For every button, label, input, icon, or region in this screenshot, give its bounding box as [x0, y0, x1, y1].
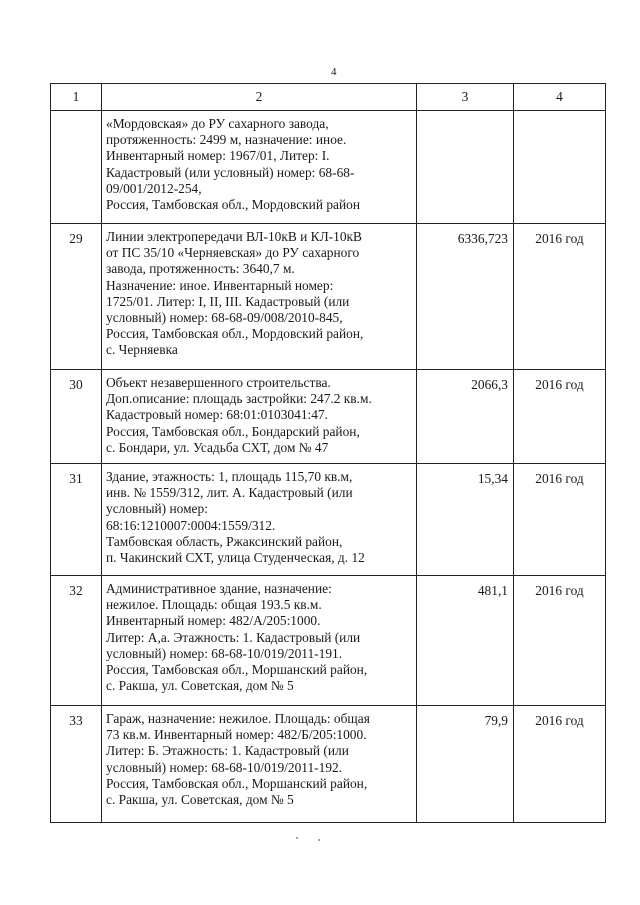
- row-number: 29: [51, 224, 102, 370]
- row-value: 2066,3: [417, 370, 514, 464]
- row-value: [417, 111, 514, 224]
- row-number: 30: [51, 370, 102, 464]
- row-year: 2016 год: [514, 706, 606, 823]
- table-header-row: [51, 84, 606, 111]
- table-row: [51, 370, 606, 464]
- table-row: [51, 224, 606, 370]
- property-table: [50, 83, 606, 823]
- row-year: 2016 год: [514, 224, 606, 370]
- table-row: [51, 576, 606, 706]
- column-header-2: 2: [102, 84, 417, 111]
- row-year: 2016 год: [514, 464, 606, 576]
- row-description: «Мордовская» до РУ сахарного завода, протяженность: 2499 м, назначение: иное. Инвентарный номер: 1967/01, Литер: I. Кадастровый (или условный) номер: 68-68- 09/001/2012-254, Россия, Тамбовская обл., Мордовский район: [102, 111, 417, 224]
- row-year: 2016 год: [514, 370, 606, 464]
- row-description: Здание, этажность: 1, площадь 115,70 кв.м, инв. № 1559/312, лит. А. Кадастровый (или условный) номер: 68:16:1210007:0004:1559/312. Тамбовская область, Ржаксинский район, п. Чакинский СХТ, улица Студенческая, д. 12: [102, 464, 417, 576]
- row-description: Объект незавершенного строительства. Доп.описание: площадь застройки: 247.2 кв.м. Кадастровый номер: 68:01:0103041:47. Россия, Тамбовская обл., Бондарский район, с. Бондари, ул. Усадьба СХТ, дом № 47: [102, 370, 417, 464]
- column-header-3: 3: [417, 84, 514, 111]
- row-value: 79,9: [417, 706, 514, 823]
- table-row: [51, 464, 606, 576]
- scan-speck: [318, 839, 320, 841]
- row-year: [514, 111, 606, 224]
- row-value: 6336,723: [417, 224, 514, 370]
- row-description: Линии электропередачи ВЛ-10кВ и КЛ-10кВ от ПС 35/10 «Черняевская» до РУ сахарного завода, протяженность: 3640,7 м. Назначение: иное. Инвентарный номер: 1725/01. Литер: I, II, III. Кадастровый (или условный) номер: 68-68-09/008/2010-845, Россия, Тамбовская обл., Мордовский район, с. Черняевка: [102, 224, 417, 370]
- row-year: 2016 год: [514, 576, 606, 706]
- row-number: 32: [51, 576, 102, 706]
- scan-speck: [296, 837, 298, 839]
- column-header-1: 1: [51, 84, 102, 111]
- row-number: [51, 111, 102, 224]
- row-description: Административное здание, назначение: нежилое. Площадь: общая 193.5 кв.м. Инвентарный номер: 482/А/205:1000. Литер: А,а. Этажность: 1. Кадастровый (или условный) номер: 68-68-10/019/2011-191. Россия, Тамбовская обл., Моршанский район, с. Ракша, ул. Советская, дом № 5: [102, 576, 417, 706]
- row-value: 481,1: [417, 576, 514, 706]
- page-number: 4: [331, 66, 337, 78]
- row-number: 31: [51, 464, 102, 576]
- row-value: 15,34: [417, 464, 514, 576]
- row-number: 33: [51, 706, 102, 823]
- column-header-4: 4: [514, 84, 606, 111]
- table-row: [51, 111, 606, 224]
- table-row: [51, 706, 606, 823]
- row-description: Гараж, назначение: нежилое. Площадь: общая 73 кв.м. Инвентарный номер: 482/Б/205:1000. Литер: Б. Этажность: 1. Кадастровый (или условный) номер: 68-68-10/019/2011-192. Россия, Тамбовская обл., Моршанский район, с. Ракша, ул. Советская, дом № 5: [102, 706, 417, 823]
